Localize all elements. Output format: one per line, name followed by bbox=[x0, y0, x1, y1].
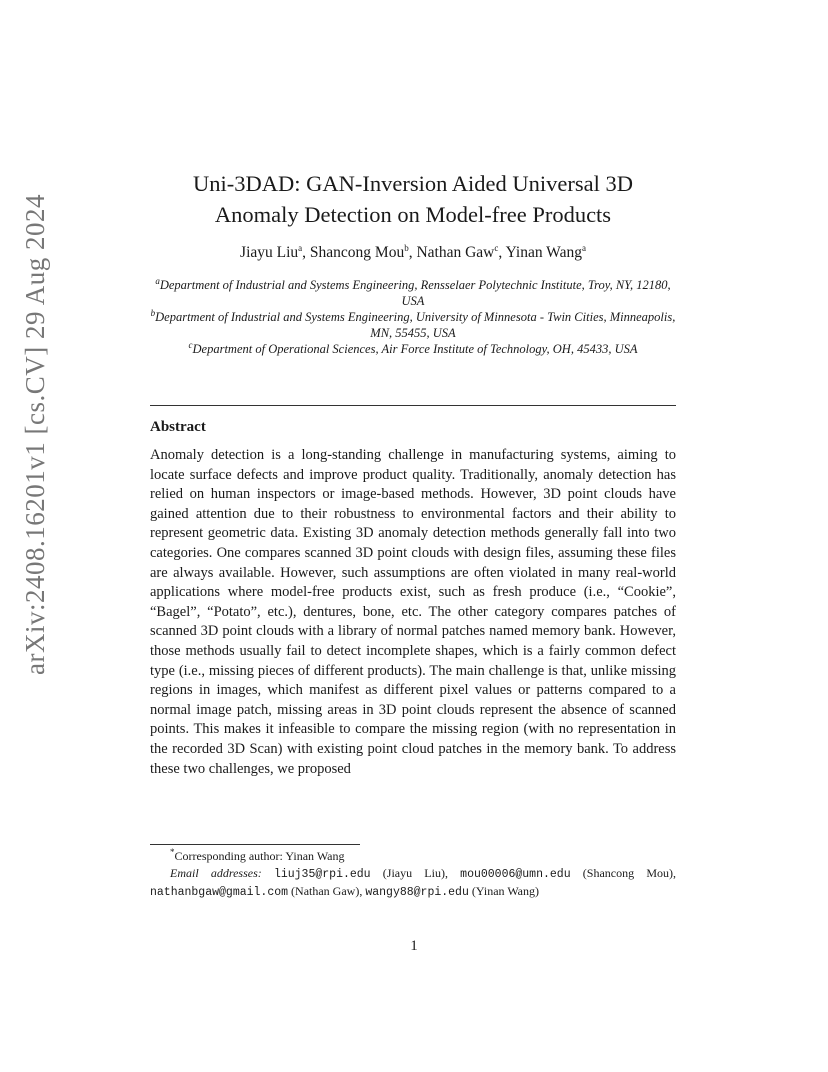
affiliation-text: Department of Operational Sciences, Air Force Institute of Technology, OH, 45433, USA bbox=[192, 342, 638, 356]
author-affil-mark: c bbox=[494, 242, 499, 253]
footnote-mark: * bbox=[170, 847, 175, 857]
arxiv-identifier: arXiv:2408.16201v1 [cs.CV] 29 Aug 2024 bbox=[20, 194, 50, 675]
affiliation-text: Department of Industrial and Systems Engineering, University of Minnesota - Twin Cities, Minneapolis, MN, 55455, USA bbox=[155, 310, 676, 340]
affiliation bbox=[150, 277, 676, 309]
affiliation bbox=[150, 309, 676, 341]
email-addresses-note bbox=[150, 865, 676, 901]
email-link[interactable]: nathanbgaw@gmail.com bbox=[150, 886, 289, 899]
affiliation-mark: c bbox=[188, 339, 193, 350]
affiliation-mark: a bbox=[155, 275, 160, 286]
email-owner: (Jiayu Liu), bbox=[382, 866, 448, 880]
footnotes bbox=[150, 848, 676, 901]
corresponding-author-text: Corresponding author: Yinan Wang bbox=[174, 849, 345, 863]
author-name: Nathan Gaw bbox=[416, 244, 495, 261]
paper-title bbox=[150, 168, 676, 230]
affiliation-mark: b bbox=[150, 307, 156, 318]
title-line-1: Uni-3DAD: GAN-Inversion Aided Universal 3D bbox=[193, 171, 633, 196]
author-affil-mark: b bbox=[404, 242, 409, 253]
email-owner: (Shancong Mou), bbox=[582, 866, 676, 880]
abstract-text: Anomaly detection is a long-standing challenge in manufacturing systems, aiming to locate surface defects and improve product quality. Traditionally, anomaly detection has relied on human inspectors or image-based methods. However, 3D point clouds have gained attention due to their robustness to environmental factors and their ability to represent geometric data. Existing 3D anomaly detection methods generally fall into two categories. One compares scanned 3D point clouds with design files, assuming these files are always available. However, such assumptions are often violated in many real-world applications where model-free products exist, such as fresh produce (i.e., “Cookie”, “Bagel”, “Potato”, etc.), dentures, bone, etc. The other category compares patches of scanned 3D point clouds with a library of normal patches named memory bank. However, those methods usually fail to detect incomplete shapes, which is a fairly common defect type (i.e., missing pieces of different products). The main challenge is that, unlike missing regions in images, which manifest as different pixel values or patterns compared to a normal image patch, missing areas in 3D point clouds represent the absence of scanned points. This makes it infeasible to compare the missing region (with no representation in the recorded 3D Scan) with existing point cloud patches in the memory bank. To address these two challenges, we proposed bbox=[150, 447, 676, 777]
page-number: 1 bbox=[410, 938, 418, 954]
corresponding-author-note bbox=[150, 848, 676, 865]
email-link[interactable]: wangy88@rpi.edu bbox=[365, 886, 469, 899]
affiliations bbox=[150, 277, 676, 357]
author-name: Shancong Mou bbox=[309, 244, 405, 261]
author-affil-mark: a bbox=[581, 242, 586, 253]
email-link[interactable]: mou00006@umn.edu bbox=[460, 868, 571, 881]
abstract-top-rule bbox=[150, 405, 676, 406]
title-line-2: Anomaly Detection on Model-free Products bbox=[214, 202, 612, 227]
email-owner: (Yinan Wang) bbox=[471, 884, 540, 898]
author-affil-mark: a bbox=[298, 242, 303, 253]
email-owner: (Nathan Gaw), bbox=[291, 884, 363, 898]
footnote-rule bbox=[150, 844, 360, 845]
author-name: Yinan Wang bbox=[505, 244, 582, 261]
affiliation bbox=[150, 341, 676, 357]
author-list: Jiayu Liu$^a$, Shancong Mou$^b$, Nathan Gaw$^c$, Yinan Wang$^a$ bbox=[240, 242, 586, 261]
author-name: Jiayu Liu bbox=[240, 244, 299, 261]
email-link[interactable]: liuj35@rpi.edu bbox=[273, 868, 371, 881]
affiliation-text: Department of Industrial and Systems Engineering, Rensselaer Polytechnic Institute, Troy, NY, 12180, USA bbox=[159, 278, 671, 308]
abstract-heading: Abstract bbox=[150, 419, 206, 435]
email-label: Email addresses: bbox=[170, 866, 262, 880]
